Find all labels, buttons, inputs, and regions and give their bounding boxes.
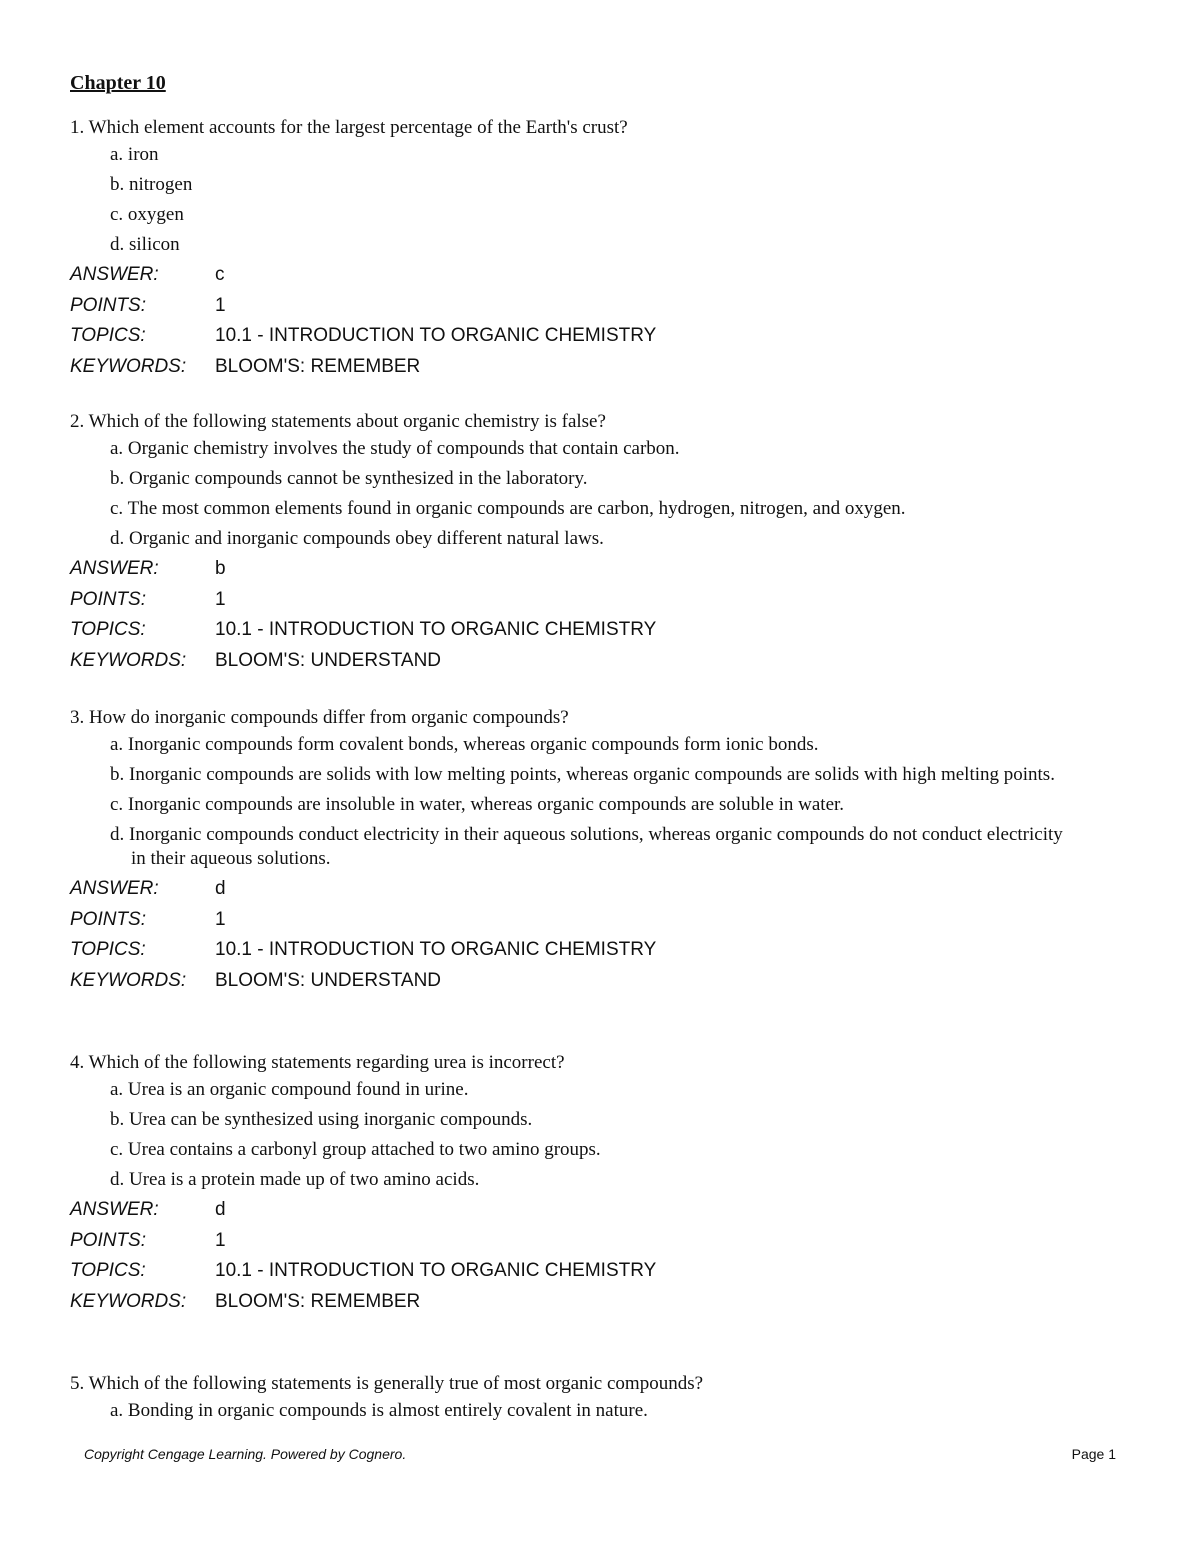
question-stem: 5. Which of the following statements is generally true of most organic compounds? <box>70 1373 704 1394</box>
answer-row <box>70 557 1130 588</box>
question-stem: 3. How do inorganic compounds differ from organic compounds? <box>70 707 569 728</box>
keywords-label: KEYWORDS: <box>70 650 187 672</box>
option-d: d. Organic and inorganic compounds obey different natural laws. <box>110 528 604 549</box>
topics-row <box>70 1259 1130 1290</box>
topics-value: 10.1 - INTRODUCTION TO ORGANIC CHEMISTRY <box>215 619 657 641</box>
points-value: 1 <box>215 588 226 610</box>
answer-options <box>70 1078 1130 1192</box>
keywords-row <box>70 969 1130 1000</box>
keywords-row <box>70 649 1130 680</box>
points-value: 1 <box>215 294 226 316</box>
option-c: c. The most common elements found in organic compounds are carbon, hydrogen, nitrogen, and oxygen. <box>110 498 906 519</box>
topics-label: TOPICS: <box>70 325 146 347</box>
topics-row <box>70 324 1130 355</box>
answer-row <box>70 877 1130 908</box>
option-d: d. silicon <box>110 234 180 255</box>
question-2 <box>70 410 1130 680</box>
points-label: POINTS: <box>70 908 147 930</box>
option-b: b. Urea can be synthesized using inorganic compounds. <box>110 1109 533 1130</box>
answer-row <box>70 1198 1130 1229</box>
option-d: d. Inorganic compounds conduct electricity in their aqueous solutions, whereas organic compounds do not conduct electricity in their aqueous solutions. <box>110 824 1063 869</box>
answer-label: ANSWER: <box>70 878 159 899</box>
question-1 <box>70 116 1130 386</box>
points-row <box>70 588 1130 619</box>
answer-options <box>70 1399 1130 1423</box>
answer-label: ANSWER: <box>70 1199 159 1220</box>
keywords-value: BLOOM'S: UNDERSTAND <box>215 650 442 672</box>
topics-value: 10.1 - INTRODUCTION TO ORGANIC CHEMISTRY <box>215 325 657 347</box>
keywords-label: KEYWORDS: <box>70 970 187 992</box>
keywords-label: KEYWORDS: <box>70 1291 187 1313</box>
option-c: c. Urea contains a carbonyl group attached to two amino groups. <box>110 1139 601 1160</box>
answer-value: c <box>215 264 225 285</box>
option-a: a. Inorganic compounds form covalent bonds, whereas organic compounds form ionic bonds. <box>110 734 819 755</box>
answer-label: ANSWER: <box>70 558 159 579</box>
footer-copyright: Copyright Cengage Learning. Powered by Cognero. <box>84 1446 407 1462</box>
option-a: a. iron <box>110 144 159 165</box>
keywords-row <box>70 1290 1130 1321</box>
option-b: b. Organic compounds cannot be synthesized in the laboratory. <box>110 468 588 489</box>
option-b: b. Inorganic compounds are solids with low melting points, whereas organic compounds are solids with high melting points. <box>110 764 1055 785</box>
topics-label: TOPICS: <box>70 939 146 961</box>
keywords-value: BLOOM'S: REMEMBER <box>215 356 421 378</box>
option-d: d. Urea is a protein made up of two amino acids. <box>110 1169 480 1190</box>
question-5 <box>70 1372 1130 1429</box>
points-value: 1 <box>215 908 226 930</box>
question-3 <box>70 706 1130 1000</box>
chapter-title: Chapter 10 <box>70 72 166 94</box>
keywords-row <box>70 355 1130 386</box>
option-a: a. Organic chemistry involves the study of compounds that contain carbon. <box>110 438 680 459</box>
question-4 <box>70 1051 1130 1321</box>
topics-row <box>70 938 1130 969</box>
option-c: c. Inorganic compounds are insoluble in water, whereas organic compounds are soluble in water. <box>110 794 845 815</box>
points-label: POINTS: <box>70 1229 147 1251</box>
option-c: c. oxygen <box>110 204 184 225</box>
question-stem: 2. Which of the following statements about organic chemistry is false? <box>70 411 606 432</box>
answer-value: d <box>215 1199 226 1220</box>
topics-label: TOPICS: <box>70 619 146 641</box>
answer-label: ANSWER: <box>70 264 159 285</box>
points-label: POINTS: <box>70 588 147 610</box>
keywords-label: KEYWORDS: <box>70 356 187 378</box>
footer-page-number: Page 1 <box>1071 1446 1116 1462</box>
topics-row <box>70 618 1130 649</box>
option-a: a. Urea is an organic compound found in urine. <box>110 1079 469 1100</box>
points-label: POINTS: <box>70 294 147 316</box>
topics-label: TOPICS: <box>70 1260 146 1282</box>
topics-value: 10.1 - INTRODUCTION TO ORGANIC CHEMISTRY <box>215 939 657 961</box>
answer-options <box>70 143 1130 257</box>
answer-options <box>70 437 1130 551</box>
points-row <box>70 908 1130 939</box>
points-row <box>70 294 1130 325</box>
question-stem: 1. Which element accounts for the largest percentage of the Earth's crust? <box>70 117 628 138</box>
option-b: b. nitrogen <box>110 174 193 195</box>
answer-value: d <box>215 878 226 899</box>
keywords-value: BLOOM'S: UNDERSTAND <box>215 970 442 992</box>
question-stem: 4. Which of the following statements regarding urea is incorrect? <box>70 1052 565 1073</box>
keywords-value: BLOOM'S: REMEMBER <box>215 1291 421 1313</box>
answer-options <box>70 733 1130 871</box>
topics-value: 10.1 - INTRODUCTION TO ORGANIC CHEMISTRY <box>215 1260 657 1282</box>
option-a: a. Bonding in organic compounds is almost entirely covalent in nature. <box>110 1400 648 1421</box>
answer-value: b <box>215 558 226 579</box>
answer-row <box>70 263 1130 294</box>
points-row <box>70 1229 1130 1260</box>
points-value: 1 <box>215 1229 226 1251</box>
